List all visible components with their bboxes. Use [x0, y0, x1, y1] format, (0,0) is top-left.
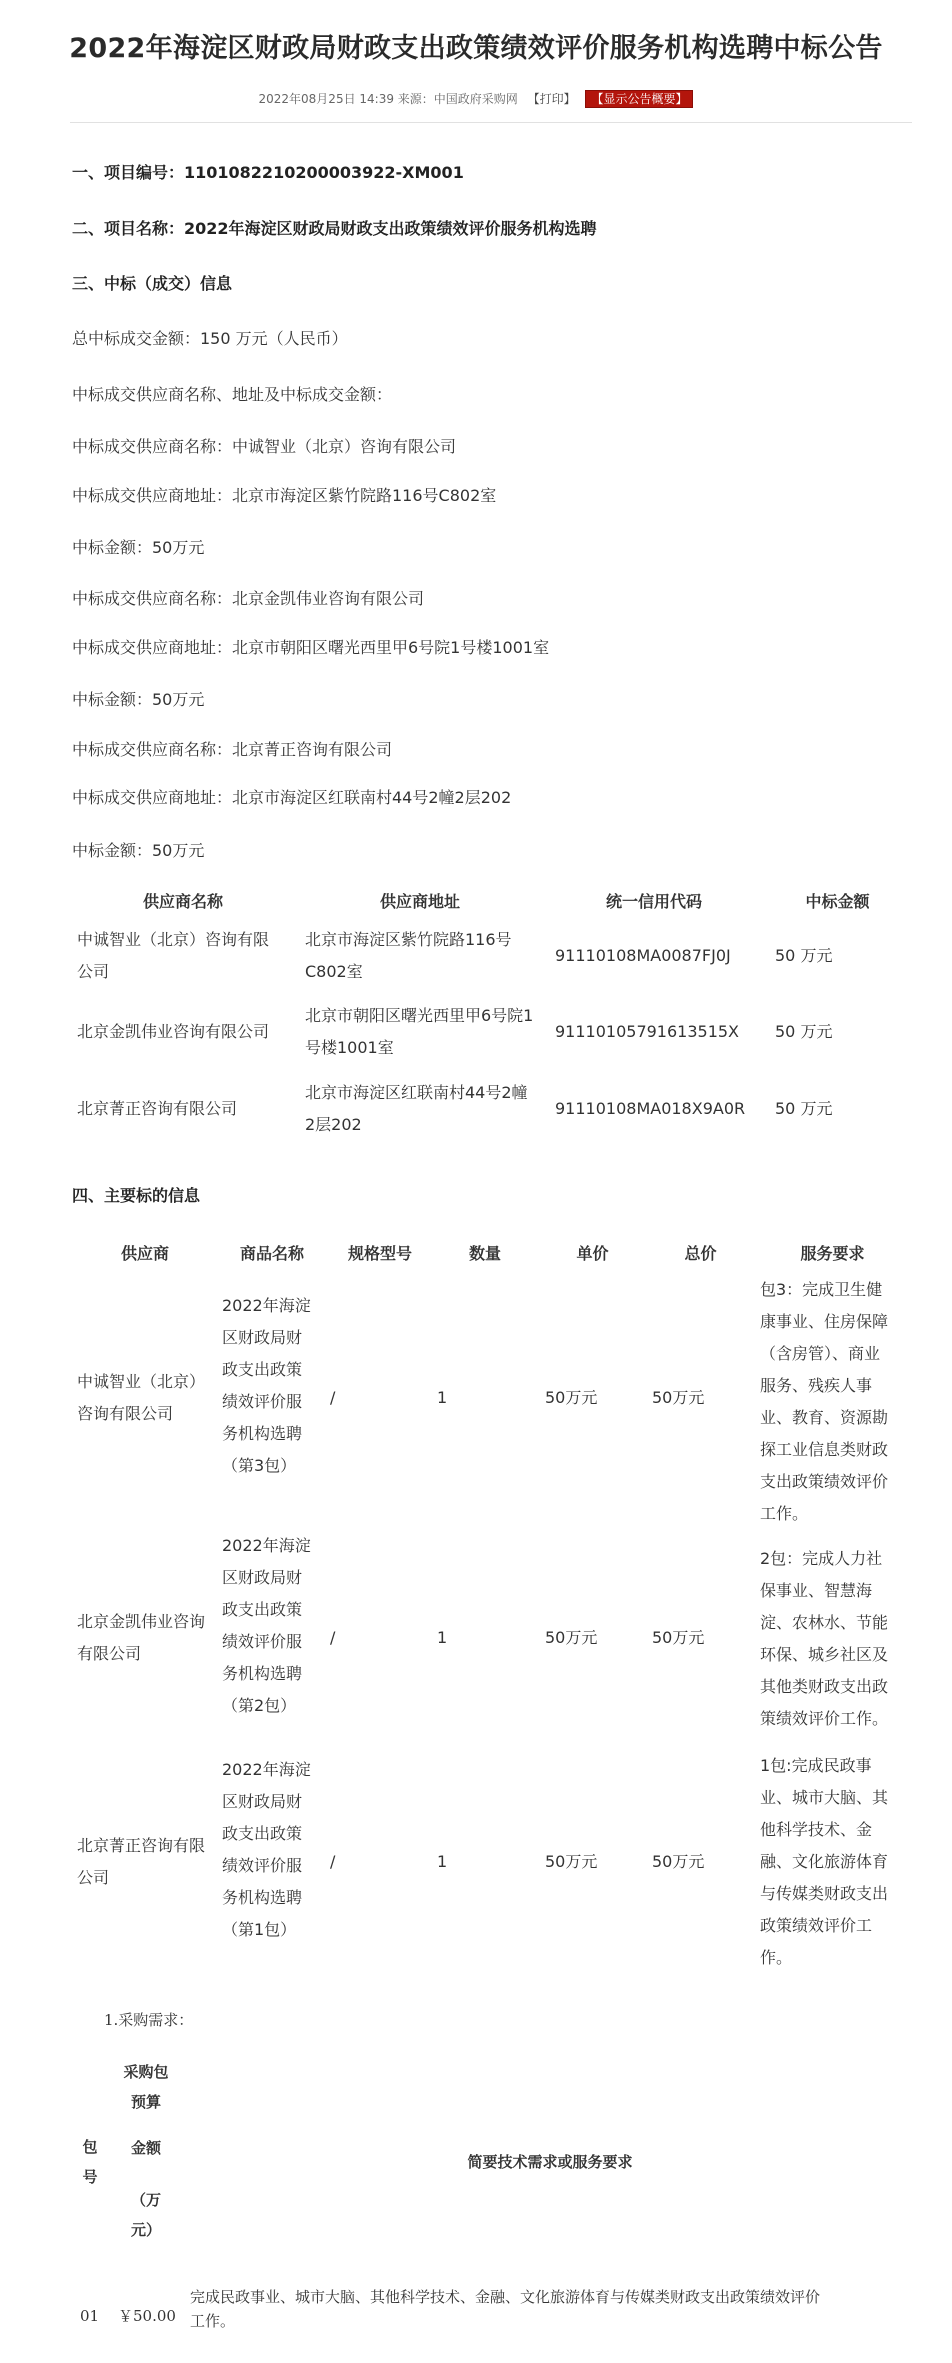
award-line: 中标金额：50万元 — [72, 690, 205, 709]
quantity: 1 — [437, 1628, 448, 1647]
column-header: 供应商名称 — [142, 892, 223, 911]
service-requirement: 包3：完成卫生健 康事业、住房保障 （含房管）、商业 服务、残疾人事 业、教育、资源勘 探工业信息类财政 支出政策绩效评价 工作。 — [760, 1280, 889, 1523]
supplier-address: 北京市海淀区紫竹院路116号 C802室 — [305, 930, 512, 981]
column-header: 统一信用代码 — [605, 892, 702, 911]
divider — [70, 122, 912, 123]
total-price: 50万元 — [652, 1628, 705, 1647]
service-requirement: 2包：完成人力社 保事业、智慧海 淀、农林水、节能 环保、城乡社区及 其他类财政支出政 策绩效评价工作。 — [760, 1549, 889, 1728]
product-name: 2022年海淀 区财政局财 政支出政策 绩效评价服 务机构选聘 （第1包） — [222, 1760, 311, 1939]
quantity: 1 — [437, 1388, 448, 1407]
spec: / — [330, 1388, 336, 1407]
supplier-name: 中诚智业（北京）咨询有限 公司 — [77, 930, 270, 981]
award-amount: 50 万元 — [775, 1022, 833, 1041]
column-header: 数量 — [468, 1244, 501, 1263]
column-header: 规格型号 — [347, 1244, 412, 1263]
publish-info: 2022年08月25日 14:39 来源：中国政府采购网 — [258, 92, 518, 106]
award-intro: 中标成交供应商名称、地址及中标成交金额： — [72, 385, 393, 404]
award-amount: 50 万元 — [775, 1099, 833, 1118]
award-line: 中标成交供应商名称：北京菁正咨询有限公司 — [72, 740, 393, 759]
column-header: 服务要求 — [800, 1244, 865, 1263]
credit-code: 91110108MA0087FJ0J — [555, 946, 731, 965]
award-amount: 50 万元 — [775, 946, 833, 965]
package-number: 01 — [80, 2307, 100, 2325]
section-project-number: 一、项目编号：110108221020000392​2-XM001 — [72, 163, 464, 182]
print-link[interactable]: 【打印】 — [527, 92, 576, 106]
spec: / — [330, 1628, 336, 1647]
supplier-name: 北京菁正咨询有限公司 — [77, 1099, 238, 1118]
credit-code: 91110105791613515X — [555, 1022, 740, 1041]
product-name: 2022年海淀 区财政局财 政支出政策 绩效评价服 务机构选聘 （第2包） — [222, 1536, 311, 1715]
column-header: 供应商地址 — [379, 892, 460, 911]
service-requirement: 1包:完成民政事 业、城市大脑、其 他科学技术、金 融、文化旅游体育 与传媒类财政支出 政策绩效评价工 作。 — [760, 1756, 889, 1967]
unit-price: 50万元 — [545, 1628, 598, 1647]
column-header: 单价 — [576, 1244, 609, 1263]
section-main-subject: 四、主要标的信息 — [72, 1186, 201, 1205]
total-amount: 总中标成交金额：150 万元（人民币） — [72, 329, 348, 348]
requirement-text: 完成民政事业、城市大脑、其他科学技术、金融、文化旅游体育与传媒类财政支出政策绩效评价 工作。 — [190, 2288, 821, 2330]
budget-amount: ￥50.00 — [118, 2307, 176, 2325]
supplier-name: 北京菁正咨询有限 公司 — [77, 1836, 206, 1887]
award-line: 中标成交供应商名称：中诚智业（北京）咨询有限公司 — [72, 437, 457, 456]
total-price: 50万元 — [652, 1852, 705, 1871]
spec: / — [330, 1852, 336, 1871]
column-header-requirement: 简要技术需求或服务要求 — [467, 2153, 633, 2171]
show-summary-button[interactable]: 【显示公告概要】 — [585, 90, 693, 108]
section-award-info: 三、中标（成交）信息 — [72, 274, 233, 293]
award-line: 中标金额：50万元 — [72, 538, 205, 557]
award-line: 中标金额：50万元 — [72, 841, 205, 860]
column-header-budget: 采购包 预算 金额 （万 元） — [123, 2063, 169, 2239]
section-project-name: 二、项目名称：2022年海淀区财政局财政支出政策绩效评价服务机构选聘 — [72, 219, 597, 238]
page-title: 2022年海淀区财政局财政支出政策绩效评价服务机构选聘中标公告 — [69, 33, 883, 64]
procurement-title: 1.采购需求： — [104, 2011, 194, 2029]
column-header: 供应商 — [120, 1244, 169, 1263]
quantity: 1 — [437, 1852, 448, 1871]
supplier-name: 北京金凯伟业咨询 有限公司 — [77, 1612, 206, 1663]
column-header-package: 包 号 — [82, 2138, 98, 2186]
supplier-address: 北京市朝阳区曙光西里甲6号院1 号楼1001室 — [305, 1006, 534, 1057]
total-price: 50万元 — [652, 1388, 705, 1407]
product-name: 2022年海淀 区财政局财 政支出政策 绩效评价服 务机构选聘 （第3包） — [222, 1296, 311, 1475]
supplier-name: 中诚智业（北京） 咨询有限公司 — [77, 1372, 206, 1423]
award-line: 中标成交供应商地址：北京市海淀区红联南村44号2幢2层202 — [72, 788, 512, 807]
column-header: 中标金额 — [805, 892, 870, 911]
supplier-name: 北京金凯伟业咨询有限公司 — [77, 1022, 270, 1041]
supplier-address: 北京市海淀区红联南村44号2幢 2层202 — [305, 1083, 528, 1134]
unit-price: 50万元 — [545, 1388, 598, 1407]
unit-price: 50万元 — [545, 1852, 598, 1871]
award-line: 中标成交供应商地址：北京市海淀区紫竹院路116号C802室 — [72, 486, 497, 505]
award-line: 中标成交供应商名称：北京金凯伟业咨询有限公司 — [72, 589, 425, 608]
credit-code: 91110108MA018X9A0R — [555, 1099, 746, 1118]
column-header: 商品名称 — [239, 1244, 304, 1263]
meta-line — [0, 90, 952, 108]
award-line: 中标成交供应商地址：北京市朝阳区曙光西里甲6号院1号楼1001室 — [72, 638, 550, 657]
column-header: 总价 — [684, 1244, 717, 1263]
